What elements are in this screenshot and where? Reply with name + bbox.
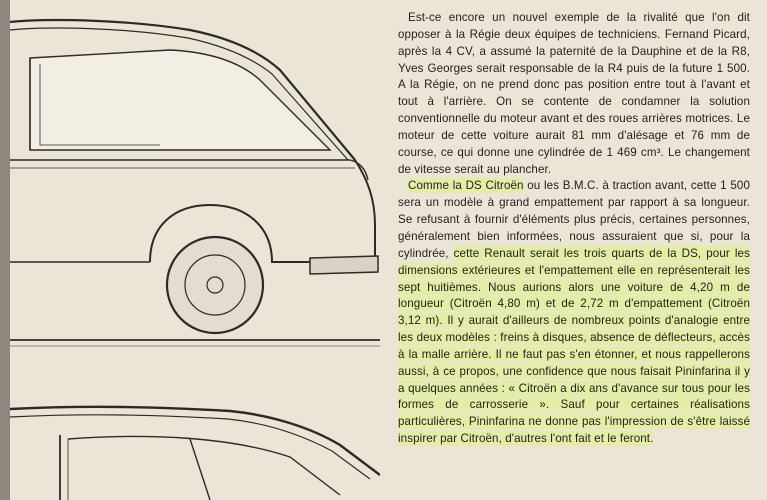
car-window-illustration [10, 405, 380, 500]
article-paragraph-1: Est-ce encore un nouvel exemple de la rivalité que l'on dit opposer à la Régie deux équipes de techniciens. Fernand Picard, après la 4 CV, a assumé la paternité de la Dauphine et de la R8, Yves Georges serait responsable de la R4 puis de la future 1 500. A la Régie, on ne prend donc pas position entre tout à l'avant et tout à l'arrière. On se contente de condamner la solution conventionnelle du moteur avant et des roues arrières motrices. Le moteur de cette voiture aurait 81 mm d'alésage et 76 mm de course, ce qui donne une cylindrée de 1 469 cm³. Le changement de vitesse serait au plancher. [398, 11, 750, 176]
highlighted-text: cette Renault serait les trois quarts de la DS, pour les dimensions extérieures et l'empattement elle en représenterait les sept huitièmes. Nous aurions alors une voiture de 4,20 m de longueur (Citroën 4,80 m) et de 2,72 m d'empattement (Citroën 3,12 m). Il y aurait d'ailleurs de nombreux points d'analogie entre les deux modèles : freins à disques, absence de déflecteurs, accès à la malle arrière. Il ne faut pas s'en étonner, et nous rappellerons aussi, à ce propos, une confidence que nous faisait Pininfarina il y a quelques années : « Citroën a dix ans d'avance sur tous pour les formes de carrosserie ». Sauf pour certaines réalisations particulières, Pininfarina ne donne pas l'impression de s'être laissé inspirer par Citroën, d'autres l'ont fait et le feront. [398, 246, 750, 446]
car-rear-side-illustration [10, 0, 380, 385]
article-paragraph-2 [398, 178, 750, 448]
article-text [398, 10, 750, 448]
page-binding-edge [0, 0, 10, 500]
paragraph-text: ou les B.M.C. à traction avant, cette 1 500 sera un modèle à grand empattement par rapport à sa longueur. Se refusant à fournir d'éléments plus précis, certaines personnes, généralement bien informées, nous assuraient que si, pour la cylindrée, [398, 179, 750, 260]
highlighted-text: Comme la DS Citroën [408, 179, 524, 193]
